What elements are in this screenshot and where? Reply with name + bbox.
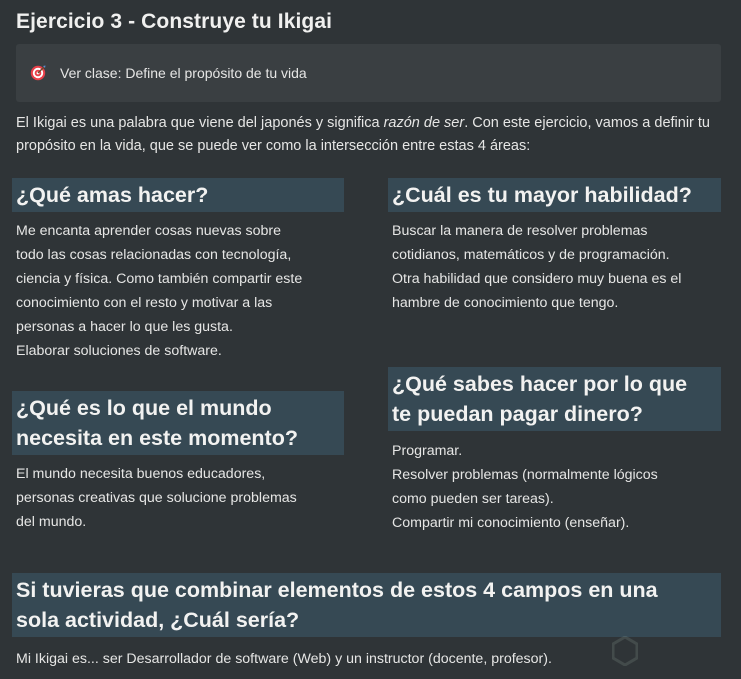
target-icon: [30, 65, 46, 81]
heading-skill: ¿Cuál es tu mayor habilidad?: [388, 178, 721, 212]
text-paid: Programar. Resolver problemas (normalmente lógicos como pueden ser tareas). Compartir mi conocimiento (enseñar).: [392, 443, 658, 531]
heading-love: ¿Qué amas hacer?: [12, 178, 344, 212]
heading-combine: Si tuvieras que combinar elementos de estos 4 campos en una sola actividad, ¿Cuál sería?: [12, 573, 721, 637]
text-combine: Mi Ikigai es... ser Desarrollador de software (Web) y un instructor (docente, profesor).: [16, 651, 552, 667]
heading-paid: ¿Qué sabes hacer por lo que te puedan pagar dinero?: [388, 367, 721, 431]
callout-link[interactable]: [16, 44, 721, 102]
heading-world: ¿Qué es lo que el mundo necesita en este momento?: [12, 391, 344, 455]
text-world: El mundo necesita buenos educadores, personas creativas que solucione problemas del mundo.: [16, 466, 297, 530]
text-skill: Buscar la manera de resolver problemas cotidianos, matemáticos y de programación. Otra habilidad que considero muy buena es el hambre de conocimiento que tengo.: [392, 223, 682, 311]
watermark-logo-icon: [612, 636, 638, 666]
text-love: Me encanta aprender cosas nuevas sobre todo las cosas relacionadas con tecnología, ciencia y física. Como también compartir este conocimiento con el resto y motivar a las personas a hacer lo que les gusta. Elaborar soluciones de software.: [16, 223, 303, 359]
page-title: Ejercicio 3 - Construye tu Ikigai: [16, 10, 333, 33]
callout-text: Ver clase: Define el propósito de tu vida: [60, 65, 307, 81]
intro-paragraph: El Ikigai es una palabra que viene del japonés y significa razón de ser. Con este ejercicio, vamos a definir tu propósito en la vida, que se puede ver como la intersección entre estas 4 áreas:: [16, 115, 710, 154]
intro-emphasis: razón de ser: [383, 115, 465, 131]
